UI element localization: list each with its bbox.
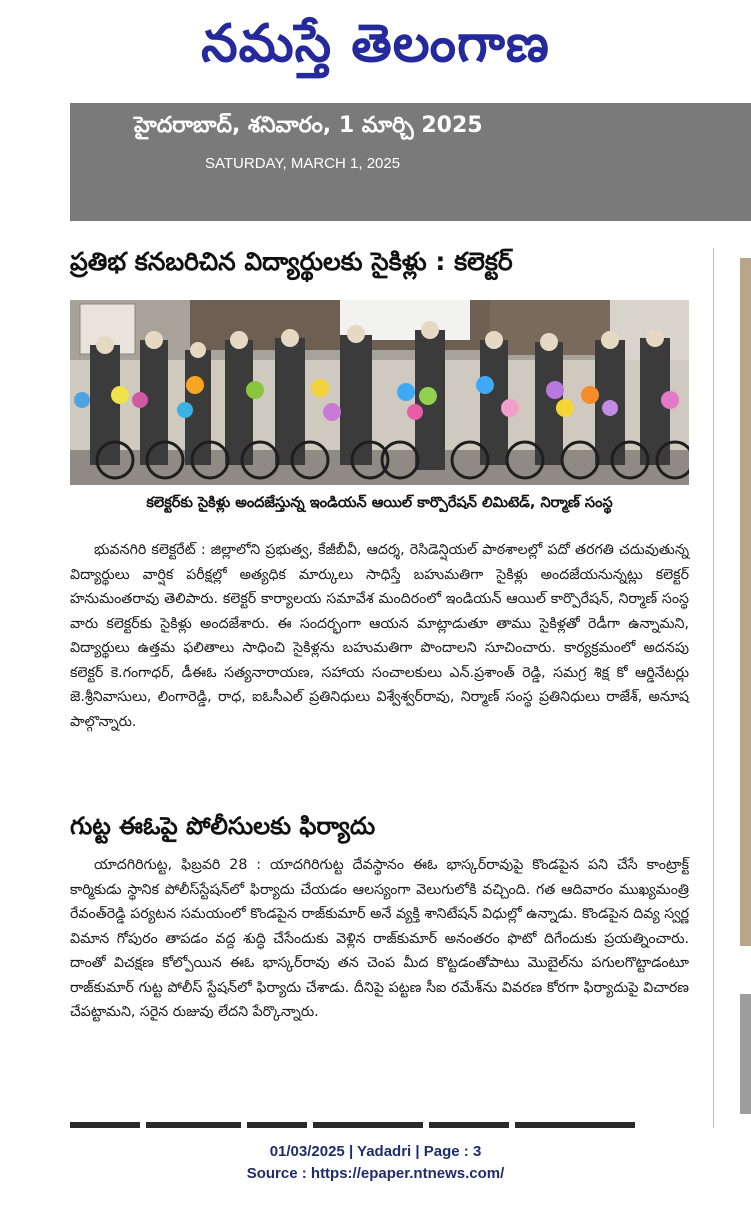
- event-photo-illustration: [70, 300, 689, 485]
- event-photo: [70, 300, 689, 485]
- adjacent-photo-edge-2: [740, 994, 751, 1114]
- adjacent-column-edge: [713, 248, 751, 1128]
- adjacent-photo-edge: [740, 258, 751, 946]
- date-band: [70, 103, 751, 221]
- photo-caption: కలెక్టర్‌కు సైకిళ్లు అందజేస్తున్న ఇండియన్ ఆయిల్ కార్పొరేషన్ లిమిటెడ్, నిర్మాణ్ సంస్థ: [146, 495, 613, 511]
- story2-headline: గుట్ట ఈఓపై పోలీసులకు ఫిర్యాదు: [70, 812, 376, 840]
- footer-source: Source : https://epaper.ntnews.com/: [246, 1165, 505, 1182]
- masthead: [0, 0, 751, 95]
- date-telugu: హైదరాబాద్, శనివారం, 1 మార్చి 2025: [134, 113, 483, 138]
- newspaper-title: నమస్తే తెలంగాణ: [201, 14, 550, 74]
- story2-body: యాదగిరిగుట్ట, ఫిబ్రవరి 28 : యాదగిరిగుట్ట దేవస్థానం ఈఓ భాస్కర్‌రావుపై కొండపైన పని చేసే కాంట్రాక్ట్ కార్మికుడు స్థానిక పోలీస్‌స్టేషన్‌లో ఫిర్యాదు చేయడం ఆలస్యంగా వెలుగులోకి వచ్చింది. గత ఆదివారం ముఖ్యమంత్రి రేవంత్‌రెడ్డి పర్యటన సమయంలో కొండపైన రాజ్‌కుమార్ అనే వ్యక్తి శానిటేషన్ విధుల్లో ఉన్నాడు. కొండపైన దివ్య స్వర్ణ విమాన గోపురం తాపడం వద్ద శుద్ధి చేసేందుకు వెళ్లిన రాజ్‌కుమార్ అనంతరం ఫొటో దిగేందుకు ప్రయత్నించారు. దాంతో విచక్షణ కోల్పోయిన ఈఓ భాస్కర్‌రావు తన చెంప మీద కొట్టడంతోపాటు మొబైల్‌ను పగులగొట్టాడంటూ రాజ్‌కుమార్ గుట్ట పోలీస్ స్టేషన్‌లో ఫిర్యాదు చేశాడు. దీనిపై పట్టణ సీఐ రమేశ్‌ను వివరణ కోరగా ఫిర్యాదుపై విచారణ చేపట్టామని, సరైన రుజువు లేదని పేర్కొన్నారు.: [70, 857, 689, 1020]
- date-english: SATURDAY, MARCH 1, 2025: [205, 155, 401, 172]
- footer-edition-info: 01/03/2025 | Yadadri | Page : 3: [269, 1143, 482, 1160]
- story1-headline: ప్రతిభ కనబరిచిన విద్యార్థులకు సైకిళ్లు : కలెక్టర్: [70, 247, 513, 276]
- cut-off-next-headline: [70, 1122, 690, 1130]
- story1-body: భువనగిరి కలెక్టరేట్ : జిల్లాలోని ప్రభుత్వ, కేజీబీవీ, ఆదర్శ, రెసిడెన్షియల్ పాఠశాలల్లో పదో తరగతి చదువుతున్న విద్యార్థులు వార్షిక పరీక్షల్లో అత్యధిక మార్కులు సాధిస్తే బహుమతిగా సైకిళ్లు అందజేయనున్నట్లు కలెక్టర్ హనుమంతరావు తెలిపారు. కలెక్టర్ కార్యాలయ సమావేశ మందిరంలో ఇండియన్ ఆయిల్ కార్పొరేషన్, నిర్మాణ్ సంస్థ వారు కలెక్టర్‌కు సైకిళ్లు అందజేశారు. ఈ సందర్భంగా ఆయన మాట్లాడుతూ తాము సైకిళ్లతో రెడీగా ఉన్నామని, విద్యార్థులు ఉత్తమ ఫలితాలు సాధించి సైకిళ్లను బహుమతిగా పొందాలని సూచించారు. కార్యక్రమంలో అదనపు కలెక్టర్ కె.గంగాధర్, డీఈఓ సత్యనారాయణ, సహాయ సంచాలకులు ఎన్.ప్రశాంత్ రెడ్డి, సమగ్ర శిక్ష కో ఆర్డినేటర్లు జె.శ్రీనివాసులు, లింగారెడ్డి, రాధ, ఐఓసీఎల్ ప్రతినిధులు విశ్వేశ్వర్‌రావు, నిర్మాణ్ సంస్థ ప్రతినిధులు రాజేశ్, అనూష పాల్గొన్నారు.: [70, 542, 689, 730]
